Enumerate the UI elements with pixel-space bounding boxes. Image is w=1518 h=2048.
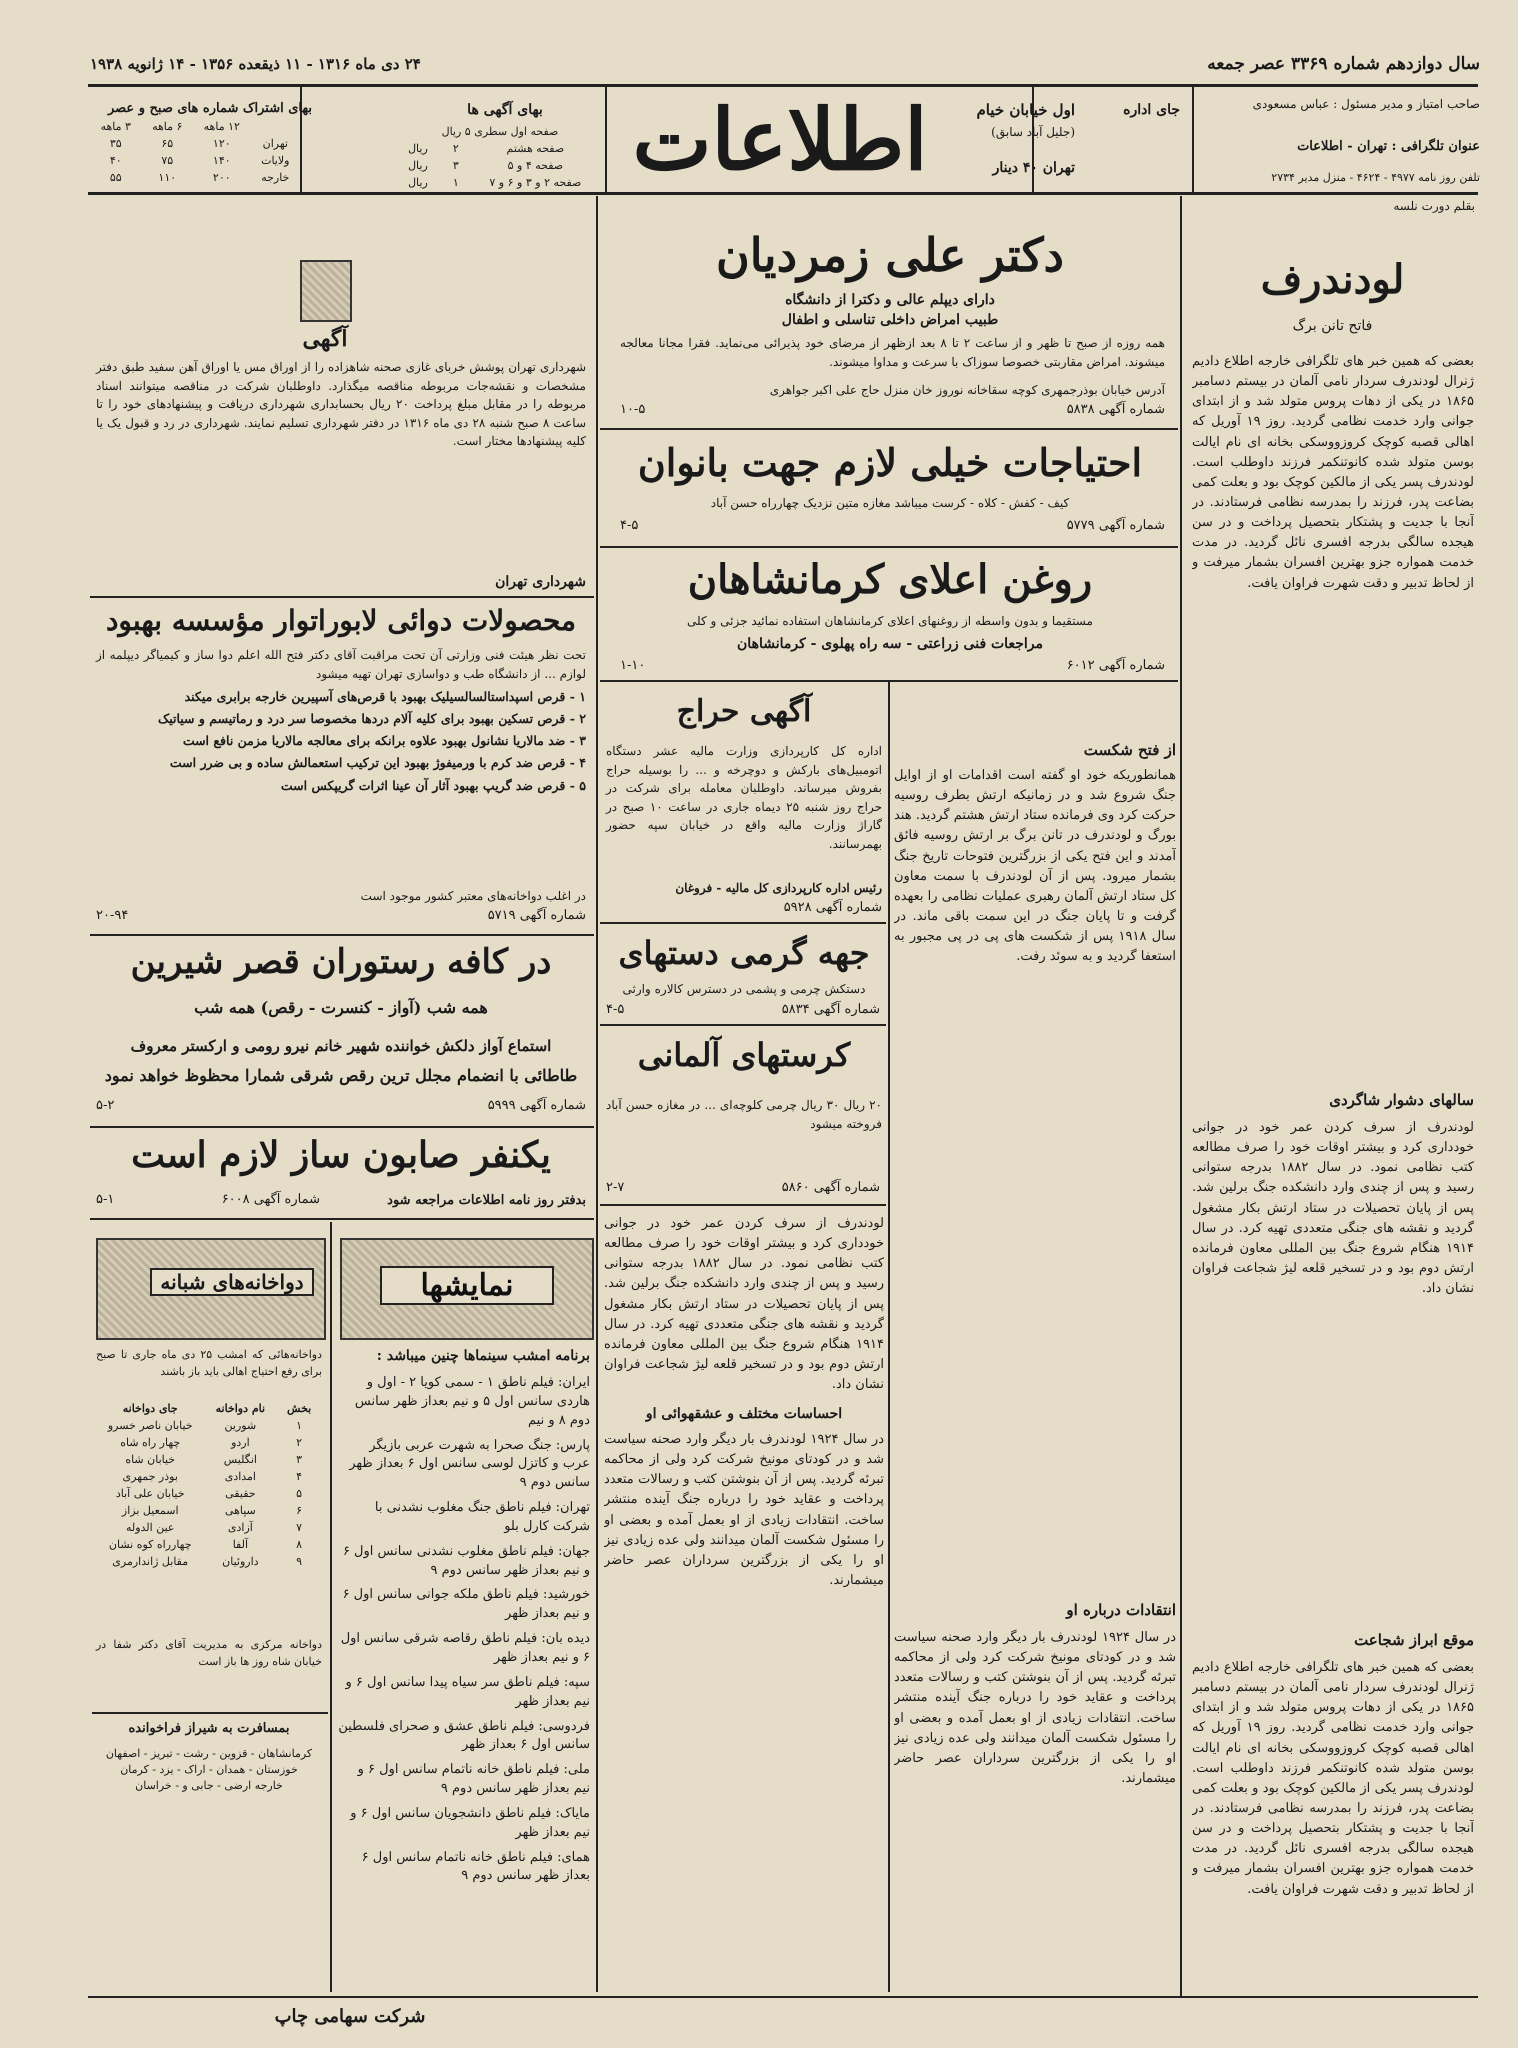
divider [90,934,594,936]
cell: ۱۱۰ [158,171,177,184]
cell: جای دواخانه [122,1402,178,1415]
pharmacy-row [96,1553,322,1570]
pharmacy-footer-title: بمسافرت به شیراز فراخوانده [128,1721,290,1736]
pharmacy-row [96,1451,322,1468]
article-subhead: سالهای دشوار شاگردی [1329,1091,1474,1109]
cell: خیابان علی آباد [115,1487,185,1500]
cell: آلفا [232,1538,249,1551]
divider [600,1024,886,1026]
pharmacy-footer-line: کرمانشاهان - قزوین - رشت - تبریز - اصفهان [105,1747,313,1760]
handwarmer-ad-code: ۴-۵ [606,1002,625,1017]
cinema-entry: تهران: فیلم ناطق جنگ مغلوب نشدنی با شرکت کارل بلو [374,1500,590,1534]
cell: ۳ [296,1453,303,1466]
soap-ad-sub: بدفتر روز نامه اطلاعات مراجعه شود [387,1193,586,1208]
cell: امدادی [224,1470,256,1483]
corset-ad-body: ۲۰ ریال ۳۰ ریال چرمی کلوچه‌ای ... در مغازه حسن آباد فروخته میشود [606,1098,882,1131]
cell: چهارراه کوه نشان [108,1538,192,1551]
cell: ۴۰ [109,154,122,167]
needs-ad-code: ۴-۵ [620,518,639,533]
divider [1192,86,1194,192]
cell: ۶۵ [161,137,174,150]
doctor-ad-code: ۱۰-۵ [620,402,646,417]
behbood-ad-items [96,688,586,799]
article-column-4: در سال ۱۹۲۴ لودندرف بار دیگر وارد صحنه سیاست شد و در کودتای مونیخ شرکت کرد ولی از محاکمه تبرئه گردید. پس از آن بنوشتن کتب و رسالات متعدد پرداخت و عقاید خود را درباره جنگ آینده منتشر ساخت. انتقادات زیادی از او بعمل آمده و بعضی او را مسئول شکست آلمان میدانند ولی عده زیادی نیز او را یکی از بزرگترین سرداران عصر حاضر میشمارند. [604,1432,884,1588]
phone-line: تلفن روز نامه ۴۹۷۷ - ۴۶۲۴ - منزل مدیر ۲۷۳۴ [1271,171,1480,184]
handwarmer-ad-number: شماره آگهی ۵۸۳۴ [781,1002,880,1017]
behbood-ad-intro: تحت نظر هیئت فنی وزارتی آن تحت مراقبت آقای دکتر فتح الله اعلم دوا ساز و کیمیاگر دیپلمه از لوازم ... از دانشگاه طب و دواسازی تهران تهیه میشود [96,648,586,681]
cell: ۲ [452,142,459,155]
cell: ریال [408,159,428,172]
doctor-ad-number: شماره آگهی ۵۸۳۸ [1066,402,1165,417]
behbood-ad-footer: در اغلب دواخانه‌های معتبر کشور موجود است [360,889,586,903]
cell: ۶ ماهه [152,120,183,133]
cell: شورین [224,1419,257,1432]
cinema-entry: فردوسی: فیلم ناطق عشق و صحرای فلسطین سانس اول ۶ بعداز ظهر [338,1718,590,1753]
cell: ۱۴۰ [212,154,231,167]
cinema-entry: خورشید: فیلم ناطق ملکه جوانی سانس اول ۶ و نیم بعداز ظهر [342,1587,590,1622]
ad-rate-row [395,157,600,174]
article-column-2b: بعضی که همین خبر های تلگرافی خارجه اطلاع دادیم ژنرال لودندرف سردار نامی آلمان در بیستم دسامبر ۱۸۶۵ در یکی از دهات پروس متولد شد و از ابتدای جوانی وارد خدمت نظامی گردید. روز ۱۹ آوریل که اهالی قصبه کوچک کروزووسکی بخانه ای نام ایالت بوسن متولد شده کانوتنکمر فرزند داوطلب است. لودندرف پسر یکی از مالکین کوچک بود و بعلت کمی بضاعت پدر، فرزند را بمدرسه نظامی فرستادند. در آنجا با جدیت و پشتکار بتحصیل پرداخت و در سن هیجده سالگی بدرجه افسری نائل گردید. در مدت خدمت همواره جزو بهترین افسران بشمار میرفت و از لحاظ تدبیر و دقت شهرت فراوان یافت. [1192,1660,1474,1897]
cell: ۶ [296,1504,303,1517]
cell: ۹ [296,1555,303,1568]
cell: بخش [287,1402,312,1415]
cinema-entry: همای: فیلم ناطق خانه ناتمام سانس اول ۶ بعداز ظهر سانس دوم ۹ [361,1849,590,1884]
cell: خیابان ناصر خسرو [107,1419,193,1432]
cafe-ad-sub: همه شب (آواز - کنسرت - رقص) همه شب [194,998,488,1017]
sub-row [90,169,300,186]
cell: صفحه ۴ و ۵ [507,159,564,172]
column-divider [330,1222,332,1992]
municipality-emblem-icon [300,260,352,322]
column-divider [596,196,598,1146]
cinema-entries [338,1374,590,1892]
cell: حقیقی [225,1487,256,1500]
cell: عین الدوله [125,1521,175,1534]
needs-ad-title: احتیاجات خیلی لازم جهت بانوان [637,440,1143,485]
oil-ad-title: روغن اعلای کرمانشاهان [687,556,1093,603]
corset-ad-code: ۲-۷ [606,1180,625,1195]
auction-ad-body: اداره کل کارپردازی وزارت مالیه عشر دستگاه اتومبیل‌های بارکش و دوچرخه و ... را بوسیله حراج بفروش میرساند. داوطلبان معامله برای شرکت در حراج روز شنبه ۲۵ دیماه جاری در ساعت ۱۰ صبح در گاراژ وزارت مالیه واقع در خیابان سپه حضور بهمرسانند. [606,744,882,851]
pharmacy-footer-line: خوزستان - همدان - اراک - یزد - کرمان [120,1762,298,1776]
owner-line: صاحب امتیاز و مدیر مسئول : عباس مسعودی [1252,97,1480,111]
cinema-entry: ملی: فیلم ناطق خانه ناتمام سانس اول ۶ و نیم بعداز ظهر سانس دوم ۹ [357,1762,590,1797]
article-byline: بقلم دورت نلسه [1393,199,1475,213]
behbood-item: ۵ - قرص ضد گریپ بهبود آثار آن عینا اثرات گریپکس است [280,777,586,793]
cell [251,118,300,135]
article-column-3: همانطوریکه خود او گفته است اقدامات او از اوایل جنگ شروع شد و در زمانیکه ارتش بطرف روسیه حرکت کرد وی فرمانده ستاد ارتش هشتم گردید. هند بورگ و لودندرف در تانن برگ بر ارتش روسیه فائق آمدند و این فتح یکی از بزرگترین فتوحات تاریخ جنگ بشمار میرود. پس از آن لودندرف با سمت معاون کل ستاد ارتش آلمان رهبری عملیات نظامی را بعهده گرفت و تا پایان جنگ در این سمت باقی ماند. در سال ۱۹۱۸ پس از شکست های پی در پی مجبور به استعفا گردید و به سوئد رفت. [894,768,1176,965]
cell: ۲ [296,1436,303,1449]
cell: چهار راه شاه [120,1436,181,1449]
divider [90,1218,594,1220]
pharmacy-intro: دواخانه‌هائی که امشب ۲۵ دی ماه جاری تا صبح برای رفع احتیاج اهالی باید باز باشند [96,1348,322,1379]
auction-ad-signature: رئیس اداره کارپردازی کل مالیه - فروغان [675,881,882,895]
doctor-ad-body: همه روزه از صبح تا ظهر و از ساعت ۲ تا ۸ بعد ازظهر از مرضای خود پذیرائی می‌نماید. فقرا مجانا معالجه میشوند. امراض مقاربتی خصوصا سوزاک با سرعت و مداوا میشوند. [620,336,1165,369]
date-line: ۲۴ دی ماه ۱۳۱۶ - ۱۱ ذیقعده ۱۳۵۶ - ۱۴ ژانویه ۱۹۳۸ [90,55,421,73]
doctor-ad-sub2: طبیب امراض داخلی تناسلی و اطفال [781,312,999,328]
article-subhead: انتقادات درباره او [1066,1601,1176,1619]
pharmacy-row [96,1468,322,1485]
cafe-ad-line1: استماع آواز دلکش خواننده شهیر خانم نیرو رومی و ارکستر معروف [130,1037,552,1055]
cinema-heading: نمایشها [380,1266,554,1305]
cell: تهران [262,137,288,150]
auction-ad-number: شماره آگهی ۵۹۲۸ [783,900,882,915]
article-title: لودندرف [1260,256,1405,303]
pharmacy-header-row [96,1400,322,1417]
cell: ۸ [296,1538,303,1551]
office-address: اول خیابان خیام [976,101,1075,119]
sub-row [90,135,300,152]
footer-rule [88,1996,1478,1998]
pharmacy-row [96,1417,322,1434]
cinema-entry: جهان: فیلم ناطق مغلوب نشدنی سانس اول ۶ و نیم بعداز ظهر سانس دوم ۹ [342,1543,590,1578]
pharmacy-footer-line: خارجه ارضی - جابی و - خراسان [135,1778,283,1792]
office-label: جای اداره [1123,102,1180,118]
cinema-program-title: برنامه امشب سینماها چنین میباشد : [376,1348,590,1364]
cell: ۳ [452,159,459,172]
cell: ۵۵ [109,171,122,184]
printer-credit: شرکت سهامی چاپ [274,2006,426,2027]
divider [90,1126,594,1128]
behbood-ad-title: محصولات دوائی لابوراتوار مؤسسه بهبود [105,604,577,637]
divider [90,596,594,598]
telegraph-line: عنوان تلگرافی : تهران - اطلاعات [1297,139,1480,154]
column-divider [888,682,890,1992]
volume-line: سال دوازدهم شماره ۳۳۶۹ عصر جمعه [1207,54,1480,74]
ad-rates-table [395,140,600,191]
cell: ولایات [261,154,290,167]
behbood-ad-code: ۲۰-۹۴ [96,908,129,923]
municipality-ad-title: آگهی [302,326,348,352]
oil-ad-address: مراجعات فنی زراعتی - سه راه پهلوی - کرمانشاهان [737,636,1043,652]
pharmacy-row [96,1519,322,1536]
ad-rates-title: بهای آگهی ها [467,102,543,118]
municipality-ad-signature: شهرداری تهران [495,574,586,590]
behbood-item: ۲ - قرص تسکین بهبود برای کلیه آلام دردها مخصوصا سر درد و رماتیسم و سیاتیک [158,711,586,727]
cell: انگلیس [223,1453,257,1466]
cell: اردو [231,1436,250,1449]
divider [605,86,607,192]
article-subtitle: فاتح تانن برگ [1292,318,1373,334]
behbood-item: ۳ - ضد مالاریا نشانول بهبود علاوه برانکه برای معالجه مالاریا مزمن نافع است [182,733,586,749]
cell: ۳ ماهه [100,120,131,133]
pharmacy-table [96,1400,322,1570]
newspaper-title: اطلاعات [632,90,928,189]
cinema-entry: پارس: جنگ صحرا به شهرت عربی بازیگر عرب و کاتزل لوسی سانس اول ۶ بعداز ظهر سانس دوم ۹ [349,1437,590,1491]
cell: اسمعیل بزاز [121,1504,179,1517]
cinema-entry: دیده بان: فیلم ناطق رقاصه شرقی سانس اول ۶ و نیم بعداز ظهر [340,1631,590,1665]
oil-ad-body: مستقیما و بدون واسطه از روغنهای اعلای کرمانشاهان استفاده نمائید جزئی و کلی [687,614,1093,628]
cell: ۷ [296,1521,303,1534]
ad-rate-row [395,140,600,157]
column-divider [1180,196,1182,1996]
cell: ۳۵ [109,137,122,150]
cinema-entry: ایران: فیلم ناطق ۱ - سمی کویا ۲ - اول و هاردی سانس اول ۵ و نیم بعداز ظهر سانس دوم ۸ و نیم [354,1375,590,1428]
soap-ad-title: یکنفر صابون ساز لازم است [131,1134,551,1176]
cafe-ad-code: ۵-۲ [96,1098,115,1113]
oil-ad-code: ۱-۱۰ [620,658,646,673]
cell: ۱ [452,176,459,189]
doctor-ad-sub1: دارای دیپلم عالی و دکترا از دانشگاه [785,292,995,308]
sub-header-row [90,118,300,135]
cell: آزادی [227,1521,253,1534]
cell: مقابل ژاندارمری [112,1555,189,1568]
cell: ریال [408,142,428,155]
cafe-ad-line2: طاطائی با انضمام مجلل ترین رقص شرقی شمارا محظوظ خواهد نمود [104,1066,578,1085]
cell: ۷۵ [161,154,174,167]
cell: خیابان شاه [125,1453,176,1466]
cell: ۱۲۰ [212,137,231,150]
cell: صفحه ۲ و ۳ و ۶ و ۷ [489,176,582,189]
cell: ۵ [296,1487,303,1500]
cell: ریال [408,176,428,189]
behbood-ad-number: شماره آگهی ۵۷۱۹ [487,908,586,923]
auction-ad-title: آگهی حراج [676,694,812,729]
ad-rate-row [395,174,600,191]
cafe-ad-number: شماره آگهی ۵۹۹۹ [487,1098,586,1113]
article-column-1: بعضی که همین خبر های تلگرافی خارجه اطلاع دادیم ژنرال لودندرف سردار نامی آلمان در بیستم دسامبر ۱۸۶۵ در یکی از دهات پروس متولد شد و از ابتدای جوانی وارد خدمت نظامی گردید. روز ۱۹ آوریل که اهالی قصبه کوچک کروزووسکی بخانه ای نام ایالت بوسن متولد شده کانوتنکمر فرزند داوطلب است. لودندرف پسر یکی از مالکین کوچک بود و بعلت کمی بضاعت پدر، فرزند را بمدرسه نظامی فرستادند. در آنجا با جدیت و پشتکار بتحصیل پرداخت و در سن هیجده سالگی بدرجه افسری نائل گردید. در مدت خدمت همواره جزو بهترین افسران بشمار میرفت و از لحاظ تدبیر و دقت شهرت فراوان یافت. [1192,354,1474,591]
subscription-title: بهای اشتراک شماره های صبح و عصر [107,101,313,116]
corset-ad-number: شماره آگهی ۵۸۶۰ [781,1180,880,1195]
cell: ۱ [296,1419,303,1432]
pharmacy-note: دواخانه مرکزی به مدیریت آقای دکتر شفا در خیابان شاه روز ها باز است [96,1638,322,1669]
behbood-item: ۴ - قرص ضد کرم با ورمیفوژ بهبود این ترکیب استعمالش ساده و بی ضرر است [169,755,586,771]
pharmacy-row [96,1502,322,1519]
divider [600,922,886,924]
article-subhead: موقع ابراز شجاعت [1354,1631,1474,1649]
needs-ad-number: شماره آگهی ۵۷۷۹ [1066,518,1165,533]
column-divider [596,1146,598,1992]
pharmacy-footer-lines [96,1746,322,1794]
pharmacy-row [96,1536,322,1553]
cinema-entry: سپه: فیلم ناطق سر سیاه پیدا سانس اول ۶ و نیم بعداز ظهر [345,1674,590,1709]
ad-rates-sub: صفحه اول سطری ۵ ریال [441,125,559,138]
cell: خارجه [261,171,290,184]
office-address-2: (جلیل آباد سابق) [991,125,1075,139]
cinema-entry: مایاک: فیلم ناطق دانشجویان سانس اول ۶ و نیم بعداز ظهر [350,1805,590,1840]
article-subhead: احساسات مختلف و عشقهوائی او [645,1406,843,1422]
pharmacy-row [96,1485,322,1502]
handwarmer-ad-title: جهه گرمی دستهای [618,934,870,972]
article-column-3b: در سال ۱۹۲۴ لودندرف بار دیگر وارد صحنه سیاست شد و در کودتای مونیخ شرکت کرد ولی از محاکمه تبرئه گردید. پس از آن بنوشتن کتب و رسالات متعدد پرداخت و عقاید خود را درباره جنگ آینده منتشر ساخت. انتقادات زیادی از او بعمل آمده و بعضی او را مسئول شکست آلمان میدانند ولی عده زیادی نیز او را یکی از بزرگترین سرداران عصر حاضر میشمارند. [894,1630,1176,1786]
doctor-ad-title: دکتر علی زمردیان [715,228,1064,282]
subscription-table [90,118,300,186]
divider [600,1204,886,1206]
cell: داروئیان [222,1555,259,1568]
cell: ۲۰۰ [212,171,231,184]
pharmacy-heading: دواخانه‌های شبانه [150,1268,314,1296]
pharmacy-row [96,1434,322,1451]
cell: ۱۲ ماهه [203,120,240,133]
cell: بوذر جمهری [122,1470,178,1483]
needs-ad-body: کیف - کفش - کلاه - کرست میباشد مغازه متین نزدیک چهارراه حسن آباد [710,496,1070,510]
cell: ۴ [296,1470,303,1483]
behbood-item: ۱ - قرص اسپداستالسالسیلیک بهبود با قرص‌های آسپیرین خارجه برابری میکند [184,689,586,704]
municipality-ad-body: شهرداری تهران پوشش خربای غازی صحنه شاهزاده را از اوراق مس یا اوراق آهن سفید طبق دفتر مشخصات و نقشه‌جات مربوطه مناقصه میگذارد. داوطلبان شرکت در مناقصه میتوانند اسناد مربوطه را در مقابل مبلغ پرداخت ۲۰ ریال بحسابداری شهرداری دریافت و پیشنهادهای خود را تا ساعت ۸ صبح شنبه ۲۸ دی ماه ۱۳۱۶ در دفتر شهرداری تسلیم نمایند. شهرداری در رد و قبول یک یا کلیه پیشنهادها مختار است. [96,360,586,449]
masthead-bottom-rule [88,192,1478,195]
handwarmer-ad-body: دستکش چرمی و پشمی در دسترس کالاره وارثی [622,982,866,996]
divider [92,1712,328,1714]
cell: صفحه هشتم [506,142,565,155]
article-subhead: از فتح شکست [1083,741,1176,759]
masthead-top-rule [88,84,1478,87]
divider [600,546,1178,548]
divider [600,428,1178,430]
corset-ad-title: کرستهای آلمانی [637,1036,851,1074]
article-column-4a: لودندرف از سرف کردن عمر خود در جوانی خودداری کرد و بیشتر اوقات خود را صرف مطالعه کتب نظامی نمود. در سال ۱۸۸۲ بدرجه ستوانی رسید و پس از چندی وارد دانشکده جنگ برلین شد. پس از پایان تحصیلات در ستاد ارتش بکار مشغول گردید و نقشه های جنگی متعددی تهیه کرد. در سال ۱۹۱۴ هنگام شروع جنگ بین المللی معاون فرمانده ارتش دوم بود و در تسخیر قلعه لیژ شجاعت فراوان نشان داد. [604,1216,884,1393]
cell: سپاهی [224,1504,256,1517]
cafe-ad-title: در کافه رستوران قصر شیرین [130,942,552,982]
article-column-2: لودندرف از سرف کردن عمر خود در جوانی خودداری کرد و بیشتر اوقات خود را صرف مطالعه کتب نظامی نمود. در سال ۱۸۸۲ بدرجه ستوانی رسید و پس از چندی وارد دانشکده جنگ برلین شد. پس از پایان تحصیلات در ستاد ارتش بکار مشغول گردید و نقشه های جنگی متعددی تهیه کرد. در سال ۱۹۱۴ هنگام شروع جنگ بین المللی معاون فرمانده ارتش دوم بود و در تسخیر قلعه لیژ شجاعت فراوان نشان داد. [1192,1120,1474,1297]
oil-ad-number: شماره آگهی ۶۰۱۲ [1066,658,1165,673]
soap-ad-code: ۵-۱ [96,1192,115,1207]
sub-row [90,152,300,169]
doctor-ad-address: آدرس خیابان بوذرجمهری کوچه سقاخانه نوروز خان منزل حاج علی اکبر جواهری [769,383,1165,397]
price: تهران ۴۰ دینار [992,160,1075,176]
soap-ad-number: شماره آگهی ۶۰۰۸ [221,1192,320,1207]
cell: نام دواخانه [215,1402,266,1415]
